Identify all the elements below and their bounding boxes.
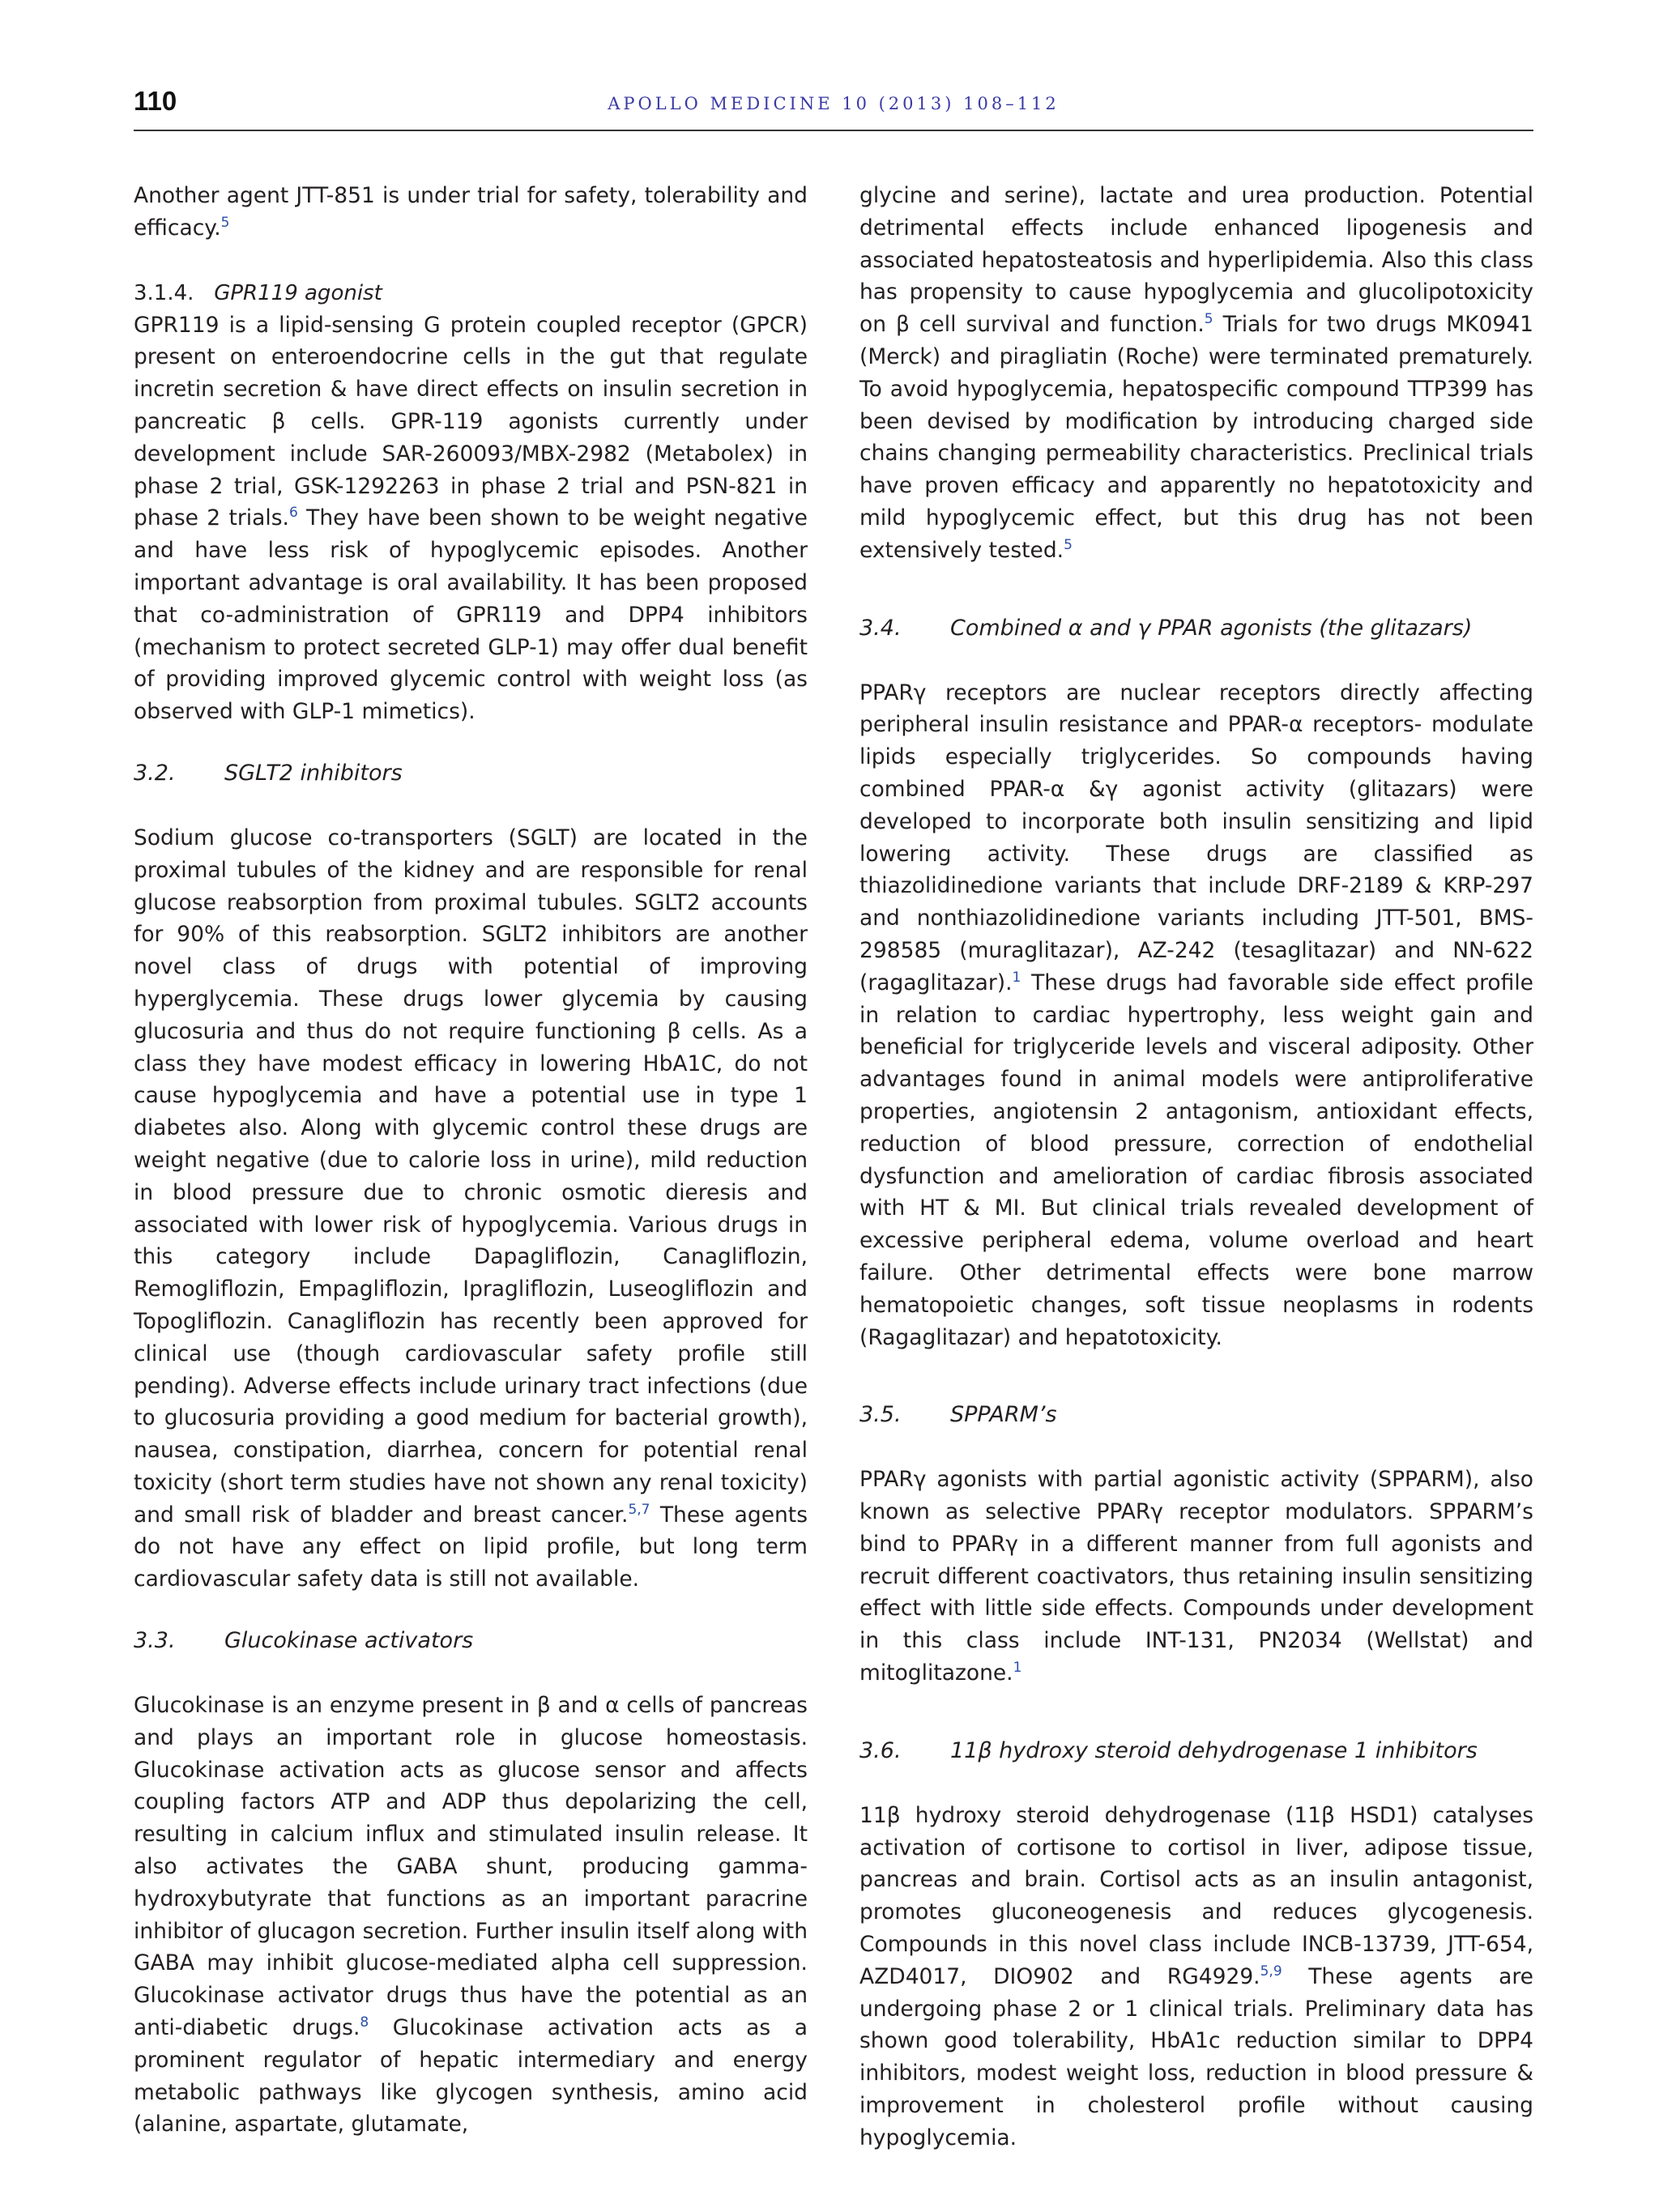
section-title: SGLT2 inhibitors xyxy=(224,760,403,786)
section-heading-3-1-4 xyxy=(134,277,808,309)
glucokinase-paragraph: Glucokinase is an enzyme present in β and α cells of pancreas and plays an important role in glucose homeostasis. Glucokinase activation acts as glucose sensor and affects coupling factors ATP and ADP thus depolarizing the cell, resulting in calcium influx and stimulated insulin release. It also activates the GABA shunt, producing gamma-hydroxybutyrate that functions as an important paracrine inhibitor of glucagon secretion. Further insulin itself along with GABA may inhibit glucose-mediated alpha cell suppression. Glucokinase activator drugs thus have the potential as an anti-diabetic drugs.$^8$ Glucokinase activation acts as a prominent regulator of hepatic intermediary and energy metabolic pathways like glycogen synthesis, amino acid (alanine, aspartate, glutamate, xyxy=(134,1693,808,2137)
reference-link[interactable]: 8 xyxy=(360,2014,369,2031)
reference-link[interactable]: 5,9 xyxy=(1260,1963,1282,1980)
reference-link[interactable]: 5,7 xyxy=(628,1501,650,1518)
glucokinase-continued-paragraph: glycine and serine), lactate and urea production. Potential detrimental effects include enhanced lipogenesis and associated hepatosteatosis and hyperlipidemia. Also this class has propensity to cause hypoglycemia and glucolipotoxicity on β cell survival and function.$^5$ Trials for two drugs MK0941 (Merck) and piragliatin (Roche) were terminated prematurely. To avoid hypoglycemia, hepatospecific compound TTP399 has been devised by modification by introducing charged side chains changing permeability characteristics. Preclinical trials have proven efficacy and apparently no hepatotoxicity and mild hypoglycemic effect, but this drug has not been extensively tested.$^5$ xyxy=(859,183,1533,563)
section-heading-3-5 xyxy=(859,1399,1533,1431)
section-title: 11β hydroxy steroid dehydrogenase 1 inhibitors xyxy=(950,1737,1478,1763)
running-header xyxy=(134,81,1533,131)
spparm-paragraph: PPARγ agonists with partial agonistic activity (SPPARM), also known as selective PPARγ receptor modulators. SPPARM’s bind to PPARγ in a different manner from full agonists and recruit different coactivators, thus retaining insulin sensitizing effect with little side effects. Compounds under development in this class include INT-131, PN2034 (Wellstat) and mitoglitazone.$^1$ xyxy=(859,1467,1533,1686)
hsd1-paragraph: 11β hydroxy steroid dehydrogenase (11β HSD1) catalyses activation of cortisone to cortisol in liver, adipose tissue, pancreas and brain. Cortisol acts as an insulin antagonist, promotes gluconeogenesis and reduces glycogenesis. Compounds in this novel class include INCB-13739, JTT-654, AZD4017, DIO902 and RG4929.$^{5,9}$ These agents are undergoing phase 2 or 1 clinical trials. Preliminary data has shown good tolerability, HbA1c reduction similar to DPP4 inhibitors, modest weight loss, reduction in blood pressure & improvement in cholesterol profile without causing hypoglycemia. xyxy=(859,1802,1533,2150)
section-number: 3.5. xyxy=(859,1402,902,1428)
intro-paragraph: Another agent JTT-851 is under trial for safety, tolerability and efficacy.$^5$ xyxy=(134,183,808,241)
section-number: 3.4. xyxy=(859,615,902,641)
section-number: 3.6. xyxy=(859,1737,902,1763)
page-number: 110 xyxy=(134,86,177,116)
section-heading-3-4 xyxy=(859,612,1533,645)
section-title: SPPARM’s xyxy=(950,1402,1057,1428)
reference-link[interactable]: 5 xyxy=(1204,311,1213,328)
section-heading-3-6 xyxy=(859,1735,1533,1767)
gpr119-paragraph: GPR119 is a lipid-sensing G protein coupled receptor (GPCR) present on enteroendocrine cells in the gut that regulate incretin secretion & have direct effects on insulin secretion in pancreatic β cells. GPR-119 agonists currently under development include SAR-260093/MBX-2982 (Metabolex) in phase 2 trial, GSK-1292263 in phase 2 trial and PSN-821 in phase 2 trials.$^6$ They have been shown to be weight negative and have less risk of hypoglycemic episodes. Another important advantage is oral availability. It has been proposed that co-administration of GPR119 and DPP4 inhibitors (mechanism to protect secreted GLP-1) may offer dual benefit of providing improved glycemic control with weight loss (as observed with GLP-1 mimetics). xyxy=(134,312,808,725)
section-heading-3-3 xyxy=(134,1625,808,1657)
reference-link[interactable]: 5 xyxy=(1064,536,1073,553)
section-heading-3-2 xyxy=(134,757,808,790)
section-title: GPR119 agonist xyxy=(214,280,382,305)
reference-link[interactable]: 6 xyxy=(288,505,298,522)
right-column xyxy=(859,180,1533,2154)
left-column xyxy=(134,180,808,2141)
section-number: 3.3. xyxy=(134,1628,176,1654)
section-title: Glucokinase activators xyxy=(224,1628,474,1654)
reference-link[interactable]: 5 xyxy=(220,214,230,231)
section-number: 3.1.4. xyxy=(134,280,194,305)
reference-link[interactable]: 1 xyxy=(1013,1660,1022,1677)
section-title: Combined α and γ PPAR agonists (the glitazars) xyxy=(950,615,1473,641)
reference-link[interactable]: 1 xyxy=(1012,969,1021,986)
sglt2-paragraph: Sodium glucose co-transporters (SGLT) are located in the proximal tubules of the kidney and are responsible for renal glucose reabsorption from proximal tubules. SGLT2 accounts for 90% of this reabsorption. SGLT2 inhibitors are another novel class of drugs with potential of improving hyperglycemia. These drugs lower glycemia by causing glucosuria and thus do not require functioning β cells. As a class they have modest efficacy in lowering HbA1C, do not cause hypoglycemia and have a potential use in type 1 diabetes also. Along with glycemic control these drugs are weight negative (due to calorie loss in urine), mild reduction in blood pressure due to chronic osmotic dieresis and associated with lower risk of hypoglycemia. Various drugs in this category include Dapagliflozin, Canagliflozin, Remogliflozin, Empagliflozin, Ipragliflozin, Luseogliflozin and Topogliflozin. Canagliflozin has recently been approved for clinical use (though cardiovascular safety profile still pending). Adverse effects include urinary tract infections (due to glucosuria providing a good medium for bacterial growth), nausea, constipation, diarrhea, concern for potential renal toxicity (short term studies have not shown any renal toxicity) and small risk of bladder and breast cancer.$^{5,7}$ These agents do not have any effect on lipid profile, but long term cardiovascular safety data is still not available. xyxy=(134,825,808,1592)
glitazars-paragraph: PPARγ receptors are nuclear receptors directly affecting peripheral insulin resistance and PPAR-α receptors- modulate lipids especially triglycerides. So compounds having combined PPAR-α &γ agonist activity (glitazars) were developed to incorporate both insulin sensitizing and lipid lowering activity. These drugs are classified as thiazolidinedione variants that include DRF-2189 & KRP-297 and nonthiazolidinedione variants including JTT-501, BMS-298585 (muraglitazar), AZ-242 (tesaglitazar) and NN-622 (ragaglitazar).$^1$ These drugs had favorable side effect profile in relation to cardiac hypertrophy, less weight gain and beneficial for triglyceride levels and visceral adiposity. Other advantages found in animal models were antiproliferative properties, angiotensin 2 antagonism, antioxidant effects, reduction of blood pressure, correction of endothelial dysfunction and amelioration of cardiac fibrosis associated with HT & MI. But clinical trials revealed development of excessive peripheral edema, volume overload and heart failure. Other detrimental effects were bone marrow hematopoietic changes, soft tissue neoplasms in rodents (Ragaglitazar) and hepatotoxicity. xyxy=(859,680,1533,1350)
section-number: 3.2. xyxy=(134,760,176,786)
journal-citation: APOLLO MEDICINE 10 (2013) 108–112 xyxy=(608,94,1060,113)
